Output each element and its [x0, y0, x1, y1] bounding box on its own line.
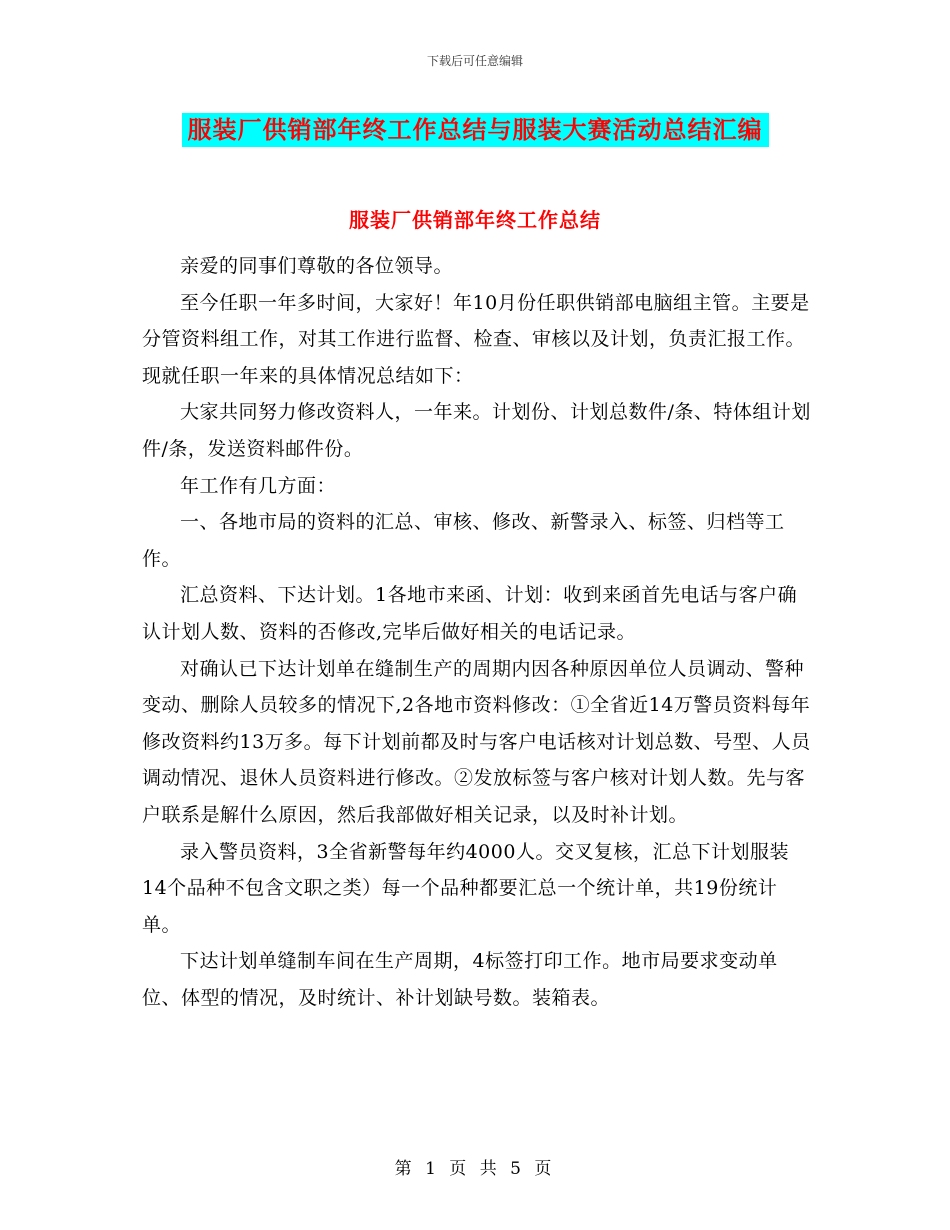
header-note: 下载后可任意编辑 — [426, 54, 523, 68]
document-body — [142, 248, 814, 1016]
paragraph: 年工作有几方面： — [180, 474, 337, 497]
page-number: 第 1 页 共 5 页 — [394, 1159, 556, 1179]
paragraph: 一、各地市局的资料的汇总、审核、修改、新警录入、标签、归档等工作。 — [142, 511, 785, 570]
paragraph: 至今任职一年多时间，大家好！年10月份任职供销部电脑组主管。主要是分管资料组工作，对其工作进行监督、检查、审核以及计划，负责汇报工作。现就任职一年来的具体情况总结如下： — [142, 291, 810, 387]
main-title-text: 服装厂供销部年终工作总结与服装大赛活动总结汇编 — [182, 113, 769, 147]
document-main-title — [0, 113, 950, 147]
paragraph: 汇总资料、下达计划。1各地市来函、计划：收到来函首先电话与客户确认计划人数、资料的否修改,完毕后做好相关的电话记录。 — [142, 584, 798, 643]
paragraph: 对确认已下达计划单在缝制生产的周期内因各种原因单位人员调动、警种变动、删除人员较多的情况下,2各地市资料修改：①全省近14万警员资料每年修改资料约13万多。每下计划前都及时与客户电话核对计划总数、号型、人员调动情况、退休人员资料进行修改。②发放标签与客户核对计划人数。先与客户联系是解什么原因，然后我部做好相关记录，以及时补计划。 — [142, 657, 811, 826]
paragraph: 大家共同努力修改资料人，一年来。计划份、计划总数件/条、特体组计划件/条，发送资料邮件份。 — [142, 401, 811, 460]
paragraph: 亲爱的同事们尊敬的各位领导。 — [180, 255, 454, 277]
paragraph: 录入警员资料，3全省新警每年约4000人。交叉复核，汇总下计划服装14个品种不包含文职之类）每一个品种都要汇总一个统计单，共19份统计单。 — [142, 840, 789, 936]
document-sub-title: 服装厂供销部年终工作总结 — [349, 208, 601, 232]
paragraph: 下达计划单缝制车间在生产周期，4标签打印工作。地市局要求变动单位、体型的情况，及时统计、补计划缺号数。装箱表。 — [142, 950, 778, 1009]
